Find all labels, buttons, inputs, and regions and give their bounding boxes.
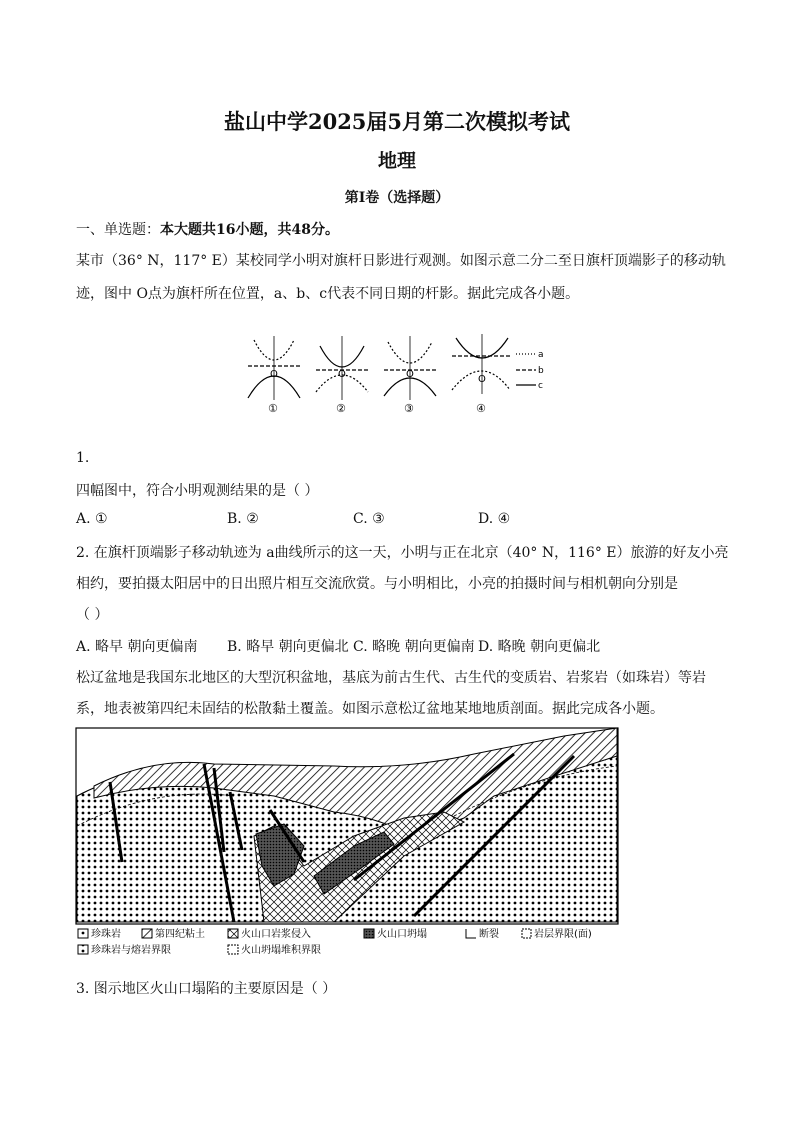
panel-4-diagram [452, 334, 510, 394]
passage2-line2: 系，地表被第四纪未固结的松散黏土覆盖。如图示意松辽盆地某地地质剖面。据此完成各小题。 [76, 701, 664, 717]
legend-collapse-deposit-boundary: 火山坍塌堆积界限 [241, 945, 321, 956]
q1-option-a[interactable]: A. ① [76, 511, 108, 527]
legend-c: c [538, 381, 543, 391]
legend-perlite: 珍珠岩 [91, 929, 121, 940]
legend-perlite-lava-boundary: 珍珠岩与熔岩界限 [91, 945, 171, 956]
panel-3-o-label: O [406, 369, 414, 380]
legend-b: b [538, 366, 544, 376]
q2-option-b[interactable]: B. 略早 朝向更偏北 [227, 639, 349, 655]
panel-4-o-label: O [478, 374, 486, 385]
panel-2-label: ② [336, 402, 346, 415]
section-heading-rest: 本大题共16小题，共48分。 [160, 222, 339, 238]
legend-layer-boundary: 岩层界限(面) [534, 929, 592, 940]
q2-line3: （ ） [76, 607, 109, 623]
q1-number: 1. [76, 450, 90, 466]
panel-2-diagram [316, 336, 368, 400]
panel-4-label: ④ [476, 402, 486, 415]
panel-1-o-label: O [270, 369, 278, 380]
q2-option-a[interactable]: A. 略早 朝向更偏南 [76, 639, 198, 655]
passage2-line1: 松辽盆地是我国东北地区的大型沉积盆地，基底为前古生代、古生代的变质岩、岩浆岩（如珠岩）等岩 [76, 670, 706, 686]
shadow-trajectory-figure [244, 332, 554, 416]
legend-crater-collapse: 火山口坍塌 [377, 929, 427, 940]
exam-title: 盐山中学2025届5月第二次模拟考试 [223, 109, 571, 134]
legend-a: a [538, 350, 544, 360]
panel-1-diagram [248, 336, 300, 400]
passage1-line1: 某市（36° N，117° E）某校同学小明对旗杆日影进行观测。如图示意二分二至日旗杆顶端影子的移动轨 [76, 253, 726, 269]
q1-option-b[interactable]: B. ② [227, 511, 259, 527]
legend-fault: 断裂 [479, 929, 499, 940]
q2-line2: 相约，要拍摄太阳居中的日出照片相互交流欣赏。与小明相比，小亮的拍摄时间与相机朝向分别是 [76, 576, 678, 592]
geologic-section-figure [74, 726, 622, 964]
panel-3-label: ③ [404, 402, 414, 415]
panel-3-diagram [384, 336, 436, 400]
q2-option-d[interactable]: D. 略晚 朝向更偏北 [478, 639, 601, 655]
volume-title: 第I卷（选择题） [344, 190, 450, 206]
q1-option-c[interactable]: C. ③ [353, 511, 385, 527]
q1-option-d[interactable]: D. ④ [478, 511, 511, 527]
q2-line1: 2. 在旗杆顶端影子移动轨迹为 a曲线所示的这一天，小明与正在北京（40° N，116° E）旅游的好友小亮 [76, 545, 729, 561]
section-heading [76, 219, 339, 239]
passage1-line2: 迹，图中 O点为旗杆所在位置，a、b、c代表不同日期的杆影。据此完成各小题。 [76, 286, 580, 302]
section-heading-prefix: 一、单选题： [76, 222, 160, 238]
legend-magma-intrusion: 火山口岩浆侵入 [241, 929, 311, 940]
subject-title: 地理 [377, 150, 416, 172]
q2-option-c[interactable]: C. 略晚 朝向更偏南 [353, 639, 475, 655]
q1-stem: 四幅图中，符合小明观测结果的是（ ） [76, 483, 319, 499]
panel-1-label: ① [268, 402, 278, 415]
panel-2-o-label: O [338, 369, 346, 380]
legend-quaternary-clay: 第四纪粘土 [155, 929, 205, 940]
q3-stem: 3. 图示地区火山口塌陷的主要原因是（ ） [76, 981, 337, 997]
